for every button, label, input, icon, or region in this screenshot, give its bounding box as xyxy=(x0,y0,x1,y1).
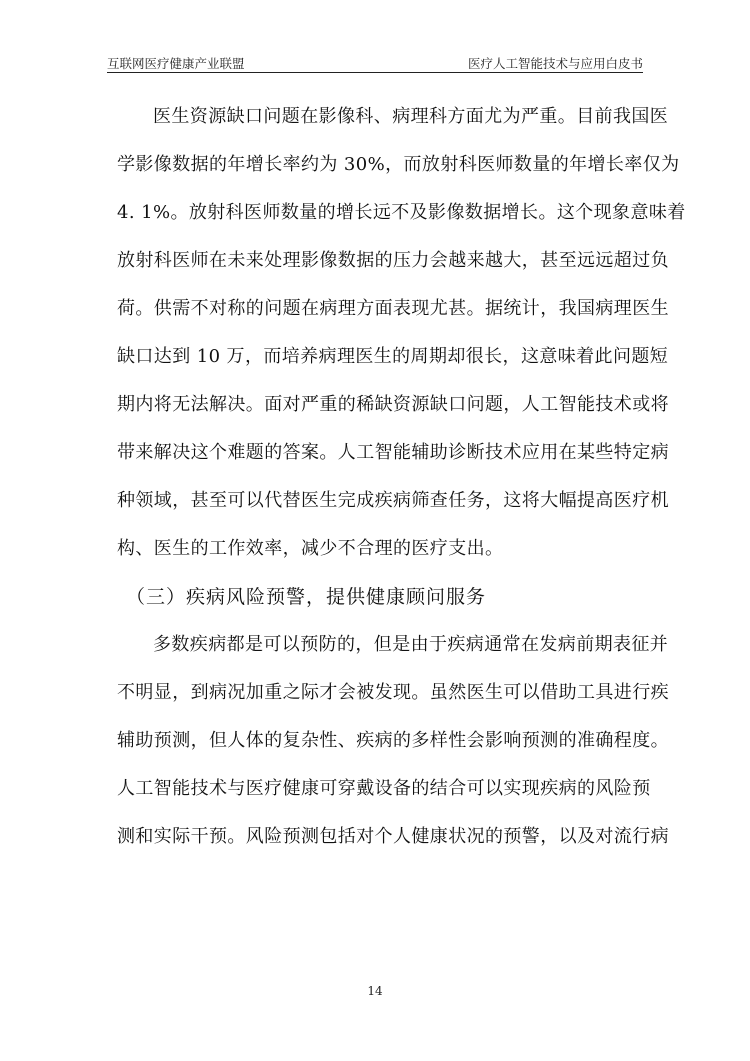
paragraph-line: 缺口达到 10 万，而培养病理医生的周期却很长，这意味着此问题短 xyxy=(117,346,669,367)
paragraph-line: 荷。供需不对称的问题在病理方面表现尤甚。据统计，我国病理医生 xyxy=(117,298,669,319)
paragraph-line: 学影像数据的年增长率约为 30%，而放射科医师数量的年增长率仅为 xyxy=(117,154,680,175)
page-number: 14 xyxy=(367,984,383,998)
paragraph-line: 放射科医师在未来处理影像数据的压力会越来越大，甚至远远超过负 xyxy=(117,250,669,271)
paragraph-line: 带来解决这个难题的答案。人工智能辅助诊断技术应用在某些特定病 xyxy=(117,442,669,463)
paragraph-line: 构、医生的工作效率，减少不合理的医疗支出。 xyxy=(117,538,504,559)
paragraph-line: 不明显，到病况加重之际才会被发现。虽然医生可以借助工具进行疾 xyxy=(117,682,669,703)
paragraph-line: 多数疾病都是可以预防的，但是由于疾病通常在发病前期表征并 xyxy=(153,634,669,655)
paragraph-line: 人工智能技术与医疗健康可穿戴设备的结合可以实现疾病的风险预 xyxy=(117,778,651,799)
paragraph-line: 4. 1%。放射科医师数量的增长远不及影像数据增长。这个现象意味着 xyxy=(117,202,686,223)
header-document-title: 医疗人工智能技术与应用白皮书 xyxy=(467,56,643,71)
header-organization: 互联网医疗健康产业联盟 xyxy=(107,56,245,71)
paragraph-line: 期内将无法解决。面对严重的稀缺资源缺口问题，人工智能技术或将 xyxy=(117,394,669,415)
paragraph-line: 医生资源缺口问题在影像科、病理科方面尤为严重。目前我国医 xyxy=(153,106,669,127)
section-heading: （三）疾病风险预警，提供健康顾问服务 xyxy=(126,586,487,608)
paragraph-line: 测和实际干预。风险预测包括对个人健康状况的预警，以及对流行病 xyxy=(117,826,669,847)
paragraph-line: 辅助预测，但人体的复杂性、疾病的多样性会影响预测的准确程度。 xyxy=(117,730,669,751)
body-text xyxy=(117,102,686,870)
page-header xyxy=(107,48,643,73)
paragraph-line: 种领域，甚至可以代替医生完成疾病筛查任务，这将大幅提高医疗机 xyxy=(117,490,669,511)
